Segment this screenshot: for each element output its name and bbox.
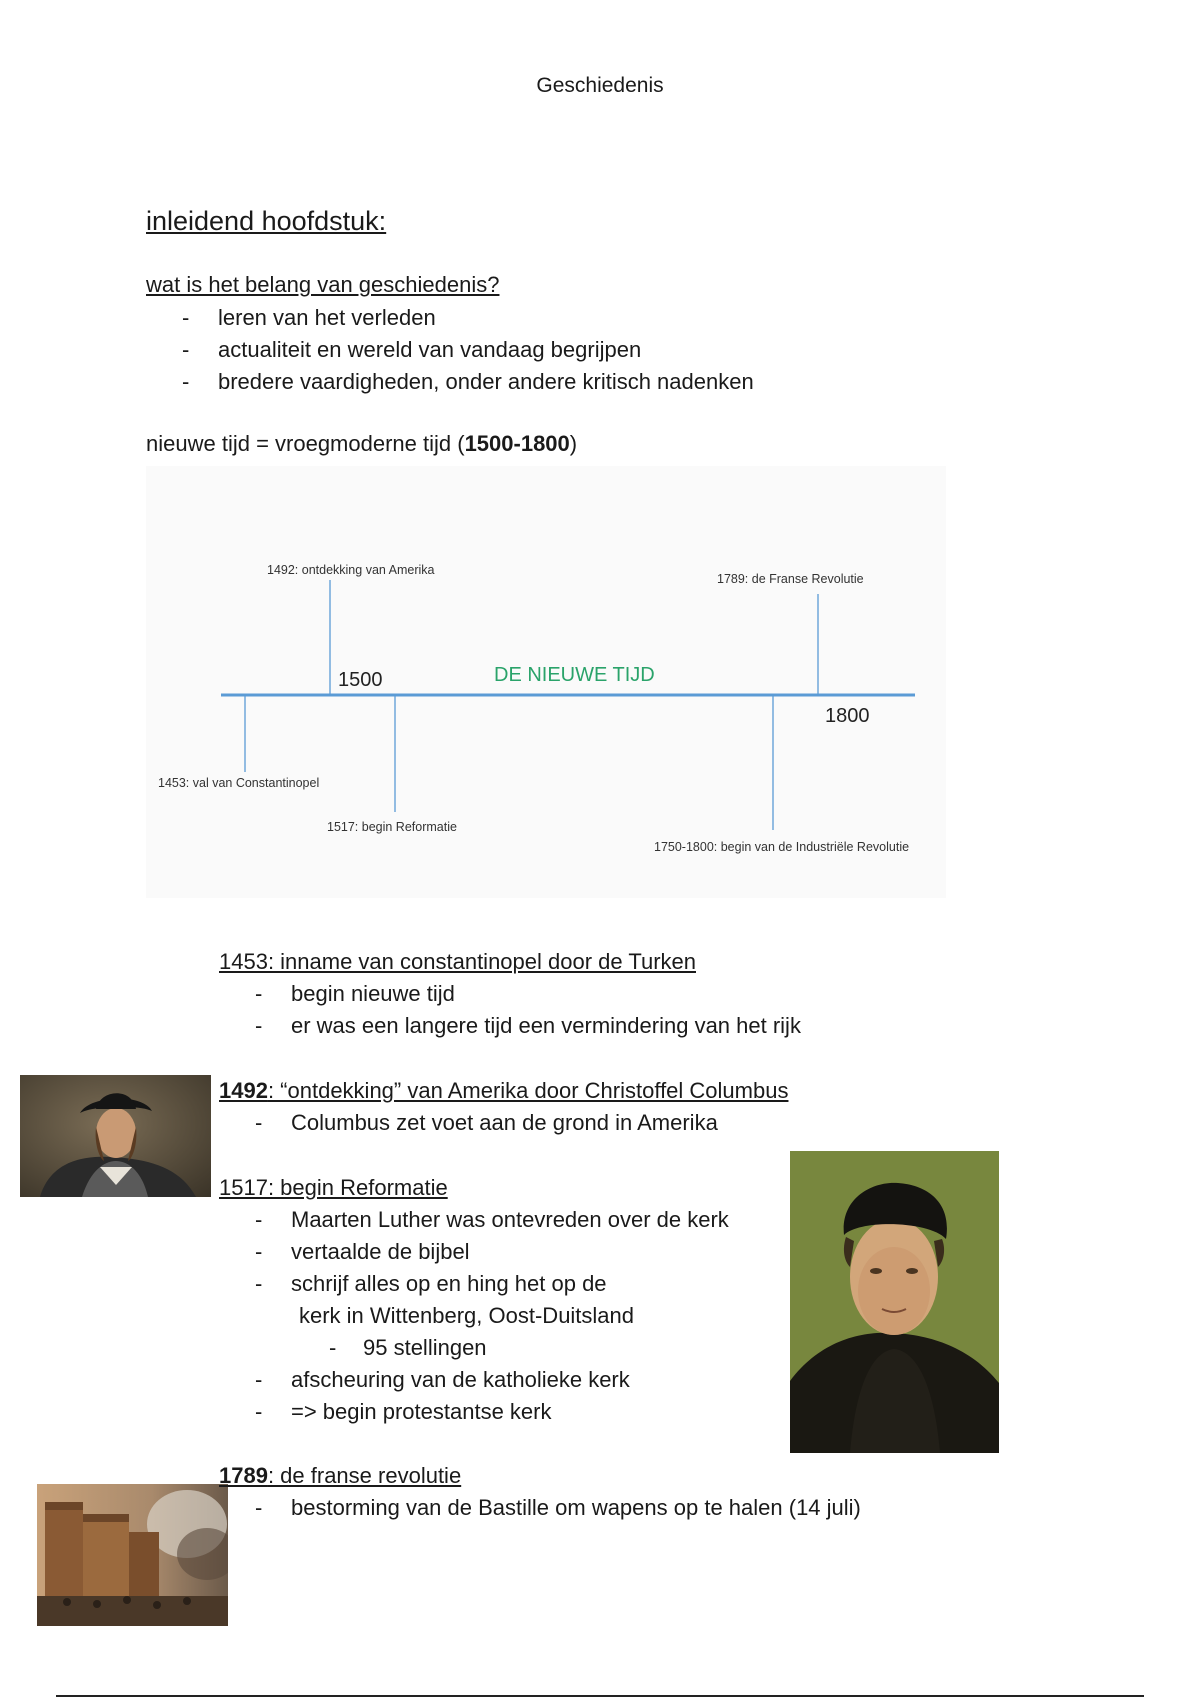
event-label-1789: 1789: de Franse Revolutie xyxy=(717,572,864,586)
list-item: - afscheuring van de katholieke kerk xyxy=(255,1367,630,1392)
list-item: - Columbus zet voet aan de grond in Amerika xyxy=(255,1110,718,1135)
section-heading-1517: 1517: begin Reformatie xyxy=(219,1175,448,1200)
chapter-heading: inleidend hoofdstuk: xyxy=(146,206,387,236)
page-divider xyxy=(56,1695,1144,1697)
period-definition: nieuwe tijd = vroegmoderne tijd (1500-1800) xyxy=(146,431,578,456)
list-item: - Maarten Luther was ontevreden over de kerk xyxy=(255,1207,729,1232)
list-subitem: - 95 stellingen xyxy=(329,1335,487,1360)
section-heading-1453: 1453: inname van constantinopel door de Turken xyxy=(219,949,696,974)
list-item: - vertaalde de bijbel xyxy=(255,1239,470,1264)
section-heading-1492: 1492: “ontdekking” van Amerika door Christoffel Columbus xyxy=(219,1078,789,1103)
list-item: - bestorming van de Bastille om wapens op te halen (14 juli) xyxy=(255,1495,861,1520)
list-item: - leren van het verleden xyxy=(182,305,436,330)
list-item: - => begin protestantse kerk xyxy=(255,1399,552,1424)
list-item: - schrijf alles op en hing het op de xyxy=(255,1271,607,1296)
page-title: Geschiedenis xyxy=(536,74,664,97)
timeline-figure xyxy=(146,466,946,898)
importance-question: wat is het belang van geschiedenis? xyxy=(146,272,500,297)
bastille-painting xyxy=(37,1484,228,1626)
section-list-1492 xyxy=(219,1107,718,1139)
list-item: - er was een langere tijd een vermindering van het rijk xyxy=(255,1013,801,1038)
era-label: DE NIEUWE TIJD xyxy=(494,664,655,686)
list-item-continuation: kerk in Wittenberg, Oost-Duitsland xyxy=(299,1303,635,1328)
columbus-portrait xyxy=(20,1075,211,1197)
event-label-1453: 1453: val van Constantinopel xyxy=(158,776,320,790)
section-list-1453 xyxy=(219,978,801,1042)
importance-list xyxy=(146,302,754,398)
start-year: 1500 xyxy=(338,669,383,691)
list-item: - bredere vaardigheden, onder andere kritisch nadenken xyxy=(182,369,754,394)
list-item: - begin nieuwe tijd xyxy=(255,981,455,1006)
luther-portrait xyxy=(790,1151,999,1453)
section-heading-1789: 1789: de franse revolutie xyxy=(219,1463,462,1488)
list-item: - actualiteit en wereld van vandaag begrijpen xyxy=(182,337,642,362)
event-label-1517: 1517: begin Reformatie xyxy=(327,820,457,834)
end-year: 1800 xyxy=(825,705,870,727)
section-list-1517 xyxy=(219,1204,729,1428)
section-list-1789 xyxy=(219,1492,861,1524)
event-label-1492: 1492: ontdekking van Amerika xyxy=(267,563,435,577)
event-label-1750: 1750-1800: begin van de Industriële Revolutie xyxy=(654,840,910,854)
